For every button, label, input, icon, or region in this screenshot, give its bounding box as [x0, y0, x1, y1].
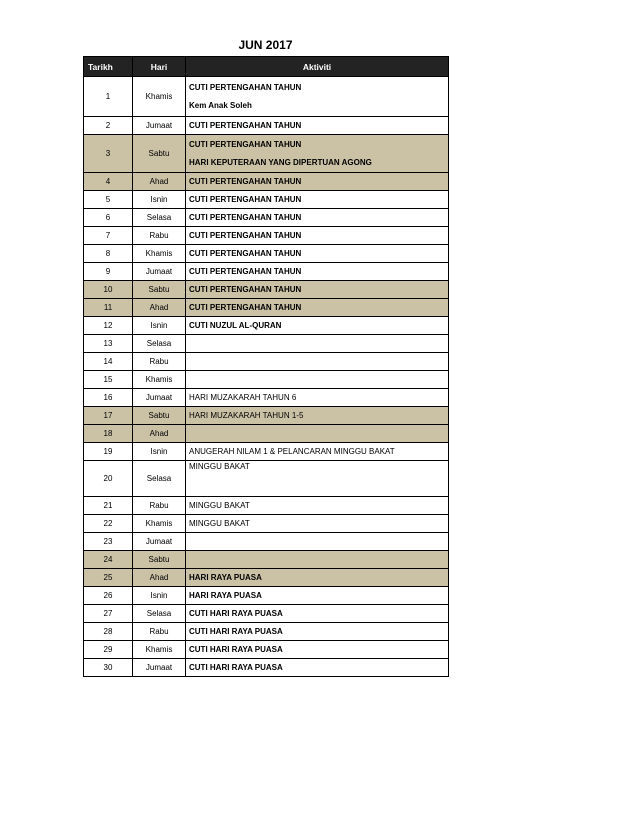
table-row [84, 209, 449, 227]
cell-aktiviti [186, 587, 449, 605]
cell-aktiviti [186, 263, 449, 281]
cell-aktiviti [186, 245, 449, 263]
cell-tarikh: 22 [84, 515, 133, 533]
cell-hari: Sabtu [133, 135, 186, 173]
activity-text: CUTI NUZUL AL-QURAN [189, 321, 282, 330]
activity-text: CUTI PERTENGAHAN TAHUN [189, 285, 302, 294]
activity-text: HARI MUZAKARAH TAHUN 1-5 [189, 411, 304, 420]
cell-hari: Jumaat [133, 533, 186, 551]
page-title: JUN 2017 [238, 38, 293, 52]
table-row [84, 641, 449, 659]
table-row [84, 551, 449, 569]
cell-aktiviti [186, 659, 449, 677]
activity-text: HARI MUZAKARAH TAHUN 6 [189, 393, 297, 402]
activity-text: CUTI PERTENGAHAN TAHUN [189, 249, 302, 258]
activity-text: CUTI PERTENGAHAN TAHUN [189, 213, 302, 222]
table-row [84, 407, 449, 425]
table-row [84, 461, 449, 497]
table-row [84, 135, 449, 173]
cell-hari: Sabtu [133, 407, 186, 425]
cell-tarikh: 11 [84, 299, 133, 317]
cell-aktiviti [186, 317, 449, 335]
cell-aktiviti [186, 623, 449, 641]
activity-text: CUTI PERTENGAHAN TAHUN [189, 140, 302, 149]
cell-aktiviti [186, 443, 449, 461]
table-row [84, 497, 449, 515]
cell-tarikh: 30 [84, 659, 133, 677]
cell-aktiviti [186, 191, 449, 209]
cell-aktiviti [186, 497, 449, 515]
cell-tarikh: 10 [84, 281, 133, 299]
cell-hari: Isnin [133, 191, 186, 209]
activity-text: CUTI PERTENGAHAN TAHUN [189, 177, 302, 186]
activity-text: CUTI PERTENGAHAN TAHUN [189, 267, 302, 276]
cell-tarikh: 27 [84, 605, 133, 623]
column-header-tarikh: Tarikh [84, 57, 133, 77]
cell-hari: Ahad [133, 569, 186, 587]
column-header-hari: Hari [133, 57, 186, 77]
cell-tarikh: 6 [84, 209, 133, 227]
cell-hari: Isnin [133, 317, 186, 335]
cell-hari: Ahad [133, 299, 186, 317]
cell-hari: Khamis [133, 641, 186, 659]
table-row [84, 569, 449, 587]
cell-hari: Khamis [133, 371, 186, 389]
table-row [84, 587, 449, 605]
activity-text: HARI RAYA PUASA [189, 573, 262, 582]
cell-tarikh: 12 [84, 317, 133, 335]
cell-aktiviti [186, 227, 449, 245]
cell-aktiviti [186, 569, 449, 587]
table-row [84, 371, 449, 389]
cell-tarikh: 15 [84, 371, 133, 389]
table-row [84, 533, 449, 551]
cell-hari: Ahad [133, 173, 186, 191]
cell-aktiviti [186, 515, 449, 533]
activity-text: HARI KEPUTERAAN YANG DIPERTUAN AGONG [189, 158, 372, 167]
activity-text: CUTI HARI RAYA PUASA [189, 645, 283, 654]
table-row [84, 659, 449, 677]
header-row [84, 57, 449, 77]
activity-text: CUTI PERTENGAHAN TAHUN [189, 121, 302, 130]
cell-tarikh: 29 [84, 641, 133, 659]
cell-tarikh: 18 [84, 425, 133, 443]
activity-text: CUTI PERTENGAHAN TAHUN [189, 195, 302, 204]
cell-aktiviti [186, 425, 449, 443]
table-row [84, 605, 449, 623]
cell-aktiviti [186, 605, 449, 623]
activity-text: CUTI PERTENGAHAN TAHUN [189, 231, 302, 240]
cell-tarikh: 2 [84, 117, 133, 135]
cell-hari: Sabtu [133, 551, 186, 569]
activity-text: CUTI HARI RAYA PUASA [189, 663, 283, 672]
cell-hari: Khamis [133, 77, 186, 117]
table-row [84, 173, 449, 191]
table-row [84, 299, 449, 317]
cell-hari: Khamis [133, 245, 186, 263]
cell-aktiviti [186, 335, 449, 353]
cell-tarikh: 14 [84, 353, 133, 371]
cell-aktiviti [186, 641, 449, 659]
table-row [84, 281, 449, 299]
activity-text: CUTI PERTENGAHAN TAHUN [189, 83, 302, 92]
table-row [84, 117, 449, 135]
cell-tarikh: 3 [84, 135, 133, 173]
cell-hari: Sabtu [133, 281, 186, 299]
cell-tarikh: 8 [84, 245, 133, 263]
activity-text: CUTI HARI RAYA PUASA [189, 609, 283, 618]
table-row [84, 515, 449, 533]
cell-hari: Isnin [133, 443, 186, 461]
cell-aktiviti [186, 353, 449, 371]
cell-hari: Ahad [133, 425, 186, 443]
cell-aktiviti [186, 389, 449, 407]
cell-hari: Selasa [133, 335, 186, 353]
cell-tarikh: 7 [84, 227, 133, 245]
table-row [84, 443, 449, 461]
table-row [84, 227, 449, 245]
activity-text: HARI RAYA PUASA [189, 591, 262, 600]
cell-aktiviti [186, 299, 449, 317]
cell-aktiviti [186, 551, 449, 569]
cell-aktiviti [186, 77, 449, 117]
cell-aktiviti [186, 281, 449, 299]
activity-text: MINGGU BAKAT [189, 501, 250, 510]
cell-tarikh: 5 [84, 191, 133, 209]
cell-aktiviti [186, 117, 449, 135]
table-row [84, 77, 449, 117]
cell-aktiviti [186, 461, 449, 497]
cell-tarikh: 25 [84, 569, 133, 587]
activity-text: Kem Anak Soleh [189, 101, 252, 110]
table-row [84, 389, 449, 407]
cell-hari: Rabu [133, 353, 186, 371]
table-row [84, 623, 449, 641]
cell-hari: Selasa [133, 461, 186, 497]
cell-aktiviti [186, 371, 449, 389]
cell-hari: Selasa [133, 209, 186, 227]
line-spacer [189, 150, 445, 157]
cell-hari: Jumaat [133, 263, 186, 281]
table-row [84, 263, 449, 281]
cell-hari: Selasa [133, 605, 186, 623]
activity-text: MINGGU BAKAT [189, 462, 250, 471]
cell-tarikh: 4 [84, 173, 133, 191]
cell-aktiviti [186, 533, 449, 551]
calendar-table [83, 56, 449, 677]
cell-aktiviti [186, 135, 449, 173]
activity-text: CUTI PERTENGAHAN TAHUN [189, 303, 302, 312]
cell-hari: Jumaat [133, 659, 186, 677]
cell-tarikh: 26 [84, 587, 133, 605]
cell-hari: Jumaat [133, 389, 186, 407]
table-body [84, 77, 449, 677]
table-row [84, 353, 449, 371]
cell-tarikh: 23 [84, 533, 133, 551]
table-row [84, 317, 449, 335]
cell-tarikh: 16 [84, 389, 133, 407]
cell-tarikh: 28 [84, 623, 133, 641]
cell-aktiviti [186, 173, 449, 191]
line-spacer [189, 93, 445, 100]
column-header-aktiviti: Aktiviti [186, 57, 449, 77]
cell-hari: Rabu [133, 497, 186, 515]
table-row [84, 335, 449, 353]
cell-tarikh: 1 [84, 77, 133, 117]
cell-tarikh: 17 [84, 407, 133, 425]
cell-tarikh: 9 [84, 263, 133, 281]
cell-hari: Isnin [133, 587, 186, 605]
table-row [84, 191, 449, 209]
activity-text: MINGGU BAKAT [189, 519, 250, 528]
cell-hari: Jumaat [133, 117, 186, 135]
cell-hari: Rabu [133, 623, 186, 641]
cell-tarikh: 19 [84, 443, 133, 461]
cell-tarikh: 21 [84, 497, 133, 515]
cell-aktiviti [186, 407, 449, 425]
cell-tarikh: 24 [84, 551, 133, 569]
table-row [84, 425, 449, 443]
cell-hari: Khamis [133, 515, 186, 533]
activity-text: ANUGERAH NILAM 1 & PELANCARAN MINGGU BAKAT [189, 447, 395, 456]
cell-tarikh: 13 [84, 335, 133, 353]
table-row [84, 245, 449, 263]
cell-aktiviti [186, 209, 449, 227]
cell-hari: Rabu [133, 227, 186, 245]
activity-text: CUTI HARI RAYA PUASA [189, 627, 283, 636]
cell-tarikh: 20 [84, 461, 133, 497]
